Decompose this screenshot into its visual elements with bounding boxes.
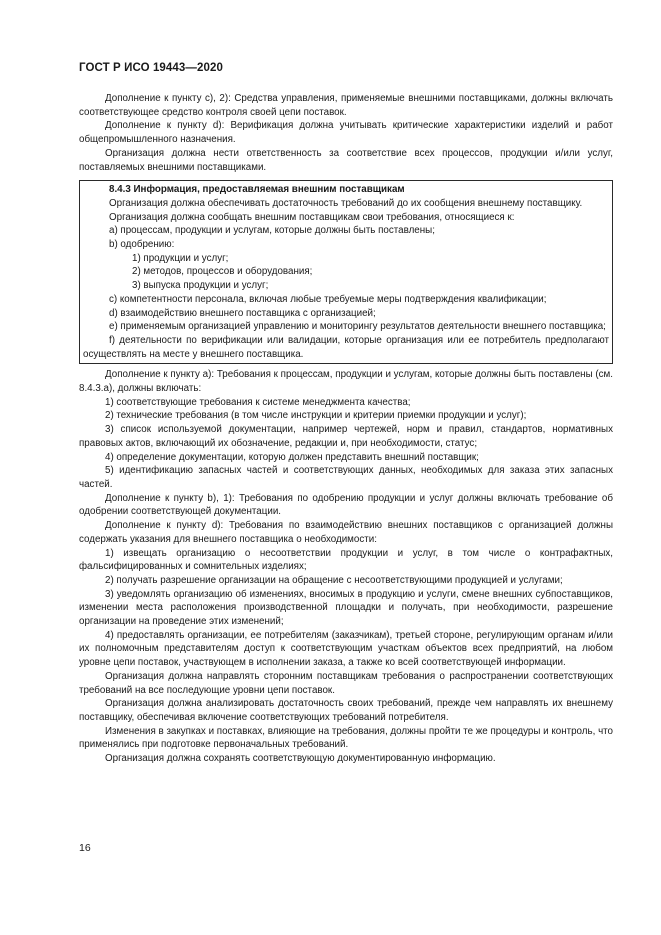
quoted-standard-box (79, 180, 613, 364)
paragraph: Дополнение к пункту а): Требования к процессам, продукции и услугам, которые должны быть поставлены (см. 8.4.3.а), должны включать: (79, 369, 613, 395)
section-title: 8.4.3 Информация, предоставляемая внешним поставщикам (109, 184, 405, 196)
list-item: 1) соответствующие требования к системе менеджмента качества; (105, 396, 411, 408)
paragraph: Изменения в закупках и поставках, влияющие на требования, должны пройти те же процедуры и контроль, что применялись при подготовке первоначальных требований. (79, 725, 613, 751)
box-paragraph: Организация должна обеспечивать достаточность требований до их сообщения внешнему поставщику. (109, 197, 583, 209)
list-item: 2) технические требования (в том числе инструкции и критерии приемки продукции и услуг); (105, 410, 527, 422)
paragraph: Дополнение к пункту d): Требования по взаимодействию внешних поставщиков с организацией должны содержать указания для внешнего поставщика о необходимости: (79, 520, 613, 545)
box-sub-item: 2) методов, процессов и оборудования; (132, 266, 313, 278)
box-paragraph: Организация должна сообщать внешним поставщикам свои требования, относящиеся к: (109, 211, 515, 223)
paragraph: Организация должна сохранять соответствующую документированную информацию. (105, 753, 496, 765)
box-list-item: d) взаимодействию внешнего поставщика с организацией; (109, 307, 376, 319)
list-item: 3) список используемой документации, например чертежей, норм и правил, стандартов, нормативных правовых актов, включающий их обозначение, редакции и, при необходимости, статус; (79, 424, 613, 449)
box-list-item: а) процессам, продукции и услугам, которые должны быть поставлены; (109, 225, 435, 237)
list-item: 5) идентификацию запасных частей и соответствующих данных, необходимых для заказа этих запасных частей. (79, 465, 613, 490)
box-sub-item: 3) выпуска продукции и услуг; (132, 280, 269, 292)
paragraph: Дополнение к пункту b), 1): Требования по одобрению продукции и услуг должны включать требование об одобрении соответствующей документации. (79, 492, 613, 518)
list-item: 4) предоставлять организации, ее потребителям (заказчикам), третьей стороне, регулирующим органам и/или их полномочным представителям доступ к соответствующим участкам объектов всех предприятий, на любом уровне цепи поставок, участвующем в исполнении заказа, а также ко всей соответствующей информации. (79, 629, 613, 669)
paragraph: Дополнение к пункту с), 2): Средства управления, применяемые внешними поставщиками, должны включать соответствующее средство контроля своей цепи поставок. (79, 93, 613, 118)
paragraph: Дополнение к пункту d): Верификация должна учитывать критические характеристики изделий и работ общепромышленного назначения. (79, 120, 613, 146)
paragraph: Организация должна нести ответственность за соответствие всех процессов, продукции и/или услуг, поставляемых внешними поставщиками. (79, 147, 613, 173)
box-list-item: b) одобрению: (109, 239, 175, 251)
box-list-item: с) компетентности персонала, включая любые требуемые меры подтверждения квалификации; (109, 293, 547, 305)
list-item: 1) извещать организацию о несоответствии продукции и услуг, в том числе о контрафактных, фальсифицированных и сомнительных изделиях; (79, 547, 613, 573)
document-header: ГОСТ Р ИСО 19443—2020 (79, 62, 224, 74)
list-item: 2) получать разрешение организации на обращение с несоответствующими продукцией и услугами; (105, 574, 563, 586)
box-list-item: е) применяемым организацией управлению и мониторингу результатов деятельности внешнего поставщика; (109, 321, 606, 333)
page-content (79, 92, 613, 766)
paragraph: Организация должна направлять сторонним поставщикам требования о распространении соответствующих требований на все последующие уровни цепи поставок. (79, 670, 613, 696)
page-number: 16 (79, 842, 91, 854)
list-item: 3) уведомлять организацию об изменениях, вносимых в продукцию и услуги, смене внешних субпоставщиков, изменении места расположения производственной площадки и получать, при необходимости, разрешение организации на проведение этих изменений; (79, 588, 613, 628)
paragraph: Организация должна анализировать достаточность своих требований, прежде чем направлять их внешнему поставщику, обеспечивая включение соответствующих требований потребителя. (79, 698, 613, 723)
box-list-item: f) деятельности по верификации или валидации, которые организация или ее потребитель предполагают осуществлять на месте у внешнего поставщика. (83, 334, 609, 360)
list-item: 4) определение документации, которую должен представить внешний поставщик; (105, 451, 479, 463)
box-sub-item: 1) продукции и услуг; (132, 252, 229, 264)
